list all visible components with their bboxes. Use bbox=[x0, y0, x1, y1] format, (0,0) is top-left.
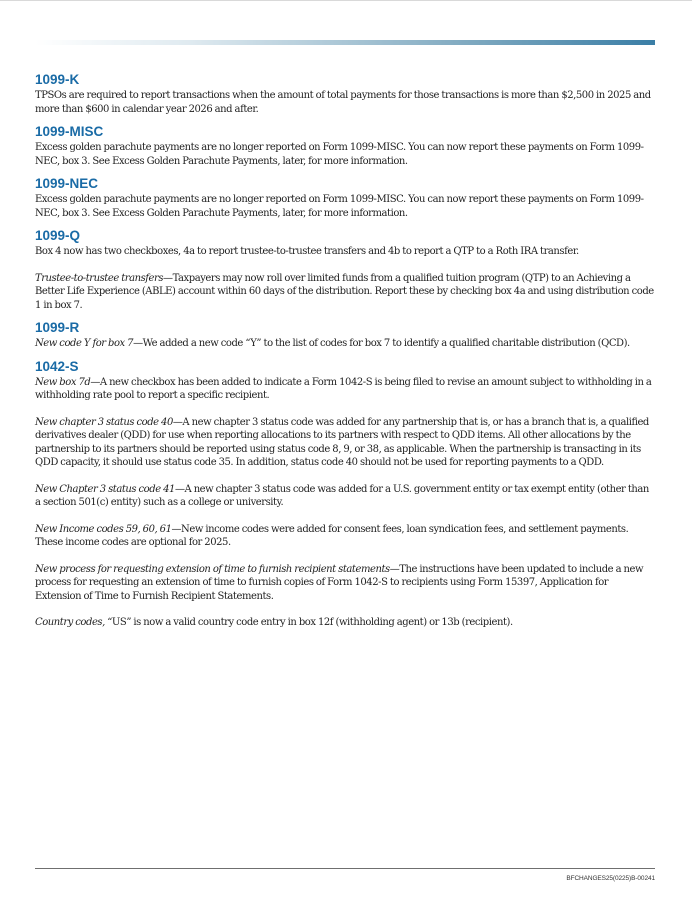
paragraph-text: —New income codes were added for consent fees, loan syndication fees, and settlement payments. These income codes are optional for 2025. bbox=[35, 523, 629, 548]
paragraph-lead: New code Y for box 7 bbox=[35, 338, 134, 349]
section-1099-nec bbox=[35, 175, 655, 220]
section-paragraph bbox=[35, 483, 655, 510]
paragraph-text: “US” is now a valid country code entry in box 12f (withholding agent) or 13b (recipient). bbox=[104, 617, 513, 628]
section-heading: 1099-Q bbox=[35, 228, 81, 243]
paragraph-lead: New process for requesting extension of time to furnish recipient statements bbox=[35, 563, 390, 575]
paragraph-text: —We added a new code “Y” to the list of codes for box 7 to identify a qualified charitable distribution (QCD). bbox=[133, 338, 630, 349]
section-1099-r bbox=[35, 319, 655, 351]
section-heading: 1099-NEC bbox=[35, 176, 99, 191]
section-1042-s bbox=[35, 358, 655, 630]
paragraph-lead: New box 7d bbox=[35, 376, 91, 388]
paragraph-lead: New Income codes 59, 60, 61 bbox=[35, 523, 172, 535]
header-accent-bar bbox=[35, 40, 655, 45]
paragraph-text: Box 4 now has two checkboxes, 4a to report trustee-to-trustee transfers and 4b to report a QTP to a Roth IRA transfer. bbox=[35, 246, 579, 257]
section-heading: 1042-S bbox=[35, 358, 79, 374]
section-paragraph bbox=[35, 416, 655, 470]
document-body bbox=[35, 71, 655, 637]
section-paragraph bbox=[35, 193, 655, 220]
paragraph-text: Excess golden parachute payments are no longer reported on Form 1099-MISC. You can now report these payments on Form 1099-NEC, box 3. See Excess Golden Parachute Payments, later, for more information. bbox=[35, 142, 644, 167]
section-paragraph bbox=[35, 616, 655, 630]
section-1099-k bbox=[35, 71, 655, 116]
section-paragraph bbox=[35, 141, 655, 168]
paragraph-text: —A new chapter 3 status code was added for any partnership that is, or has a branch that is, a qualified derivatives dealer (QDD) for use when reporting allocations to its partners with respect to QDD items. All other allocations by the partnership to its partners should be reported using status code 8, 9, or 38, as applicable. When the partnership is transacting in its QDD capacity, it should use status code 35. In addition, status code 40 should not be used for reporting payments to a QDD. bbox=[35, 416, 649, 468]
footer-divider bbox=[35, 868, 655, 869]
section-paragraph bbox=[35, 245, 655, 259]
section-paragraph bbox=[35, 563, 655, 604]
section-paragraph bbox=[35, 89, 655, 116]
paragraph-lead: Trustee-to-trustee transfers bbox=[35, 272, 164, 284]
section-paragraph bbox=[35, 523, 655, 550]
paragraph-text: —A new chapter 3 status code was added for a U.S. government entity or tax exempt entity (other than a section 501(c) entity) such as a college or university. bbox=[35, 483, 649, 508]
section-heading: 1099-MISC bbox=[35, 124, 104, 139]
footer-document-code: BFCHANGES25(0225)B-00241 bbox=[566, 875, 655, 882]
paragraph-text: —The instructions have been updated to include a new process for requesting an extension of time to furnish copies of Form 1042-S to recipients using Form 15397, Application for Extension of Time to Furnish Recipient Statements. bbox=[35, 563, 644, 602]
section-1099-q bbox=[35, 227, 655, 312]
section-heading: 1099-K bbox=[35, 72, 80, 87]
paragraph-lead: New chapter 3 status code 40 bbox=[35, 416, 173, 428]
paragraph-text: TPSOs are required to report transactions when the amount of total payments for those transactions is more than $2,500 in 2025 and more than $600 in calendar year 2026 and after. bbox=[35, 90, 651, 115]
top-border-line bbox=[0, 0, 692, 1]
paragraph-text: —A new checkbox has been added to indicate a Form 1042-S is being filed to revise an amount subject to withholding in a withholding rate pool to report a specific recipient. bbox=[35, 376, 652, 401]
section-1099-misc bbox=[35, 123, 655, 168]
section-paragraph bbox=[35, 272, 655, 313]
section-paragraph bbox=[35, 337, 655, 351]
paragraph-lead: New Chapter 3 status code 41 bbox=[35, 483, 175, 495]
paragraph-lead: Country codes, bbox=[35, 617, 105, 628]
section-paragraph bbox=[35, 376, 655, 403]
paragraph-text: —Taxpayers may now roll over limited funds from a qualified tuition program (QTP) to an Achieving a Better Life Experience (ABLE) account within 60 days of the distribution. Report these by checking box 4a and using distribution code 1 in box 7. bbox=[35, 272, 654, 311]
section-heading: 1099-R bbox=[35, 320, 80, 335]
paragraph-text: Excess golden parachute payments are no longer reported on Form 1099-MISC. You can now report these payments on Form 1099-NEC, box 3. See Excess Golden Parachute Payments, later, for more information. bbox=[35, 194, 644, 219]
